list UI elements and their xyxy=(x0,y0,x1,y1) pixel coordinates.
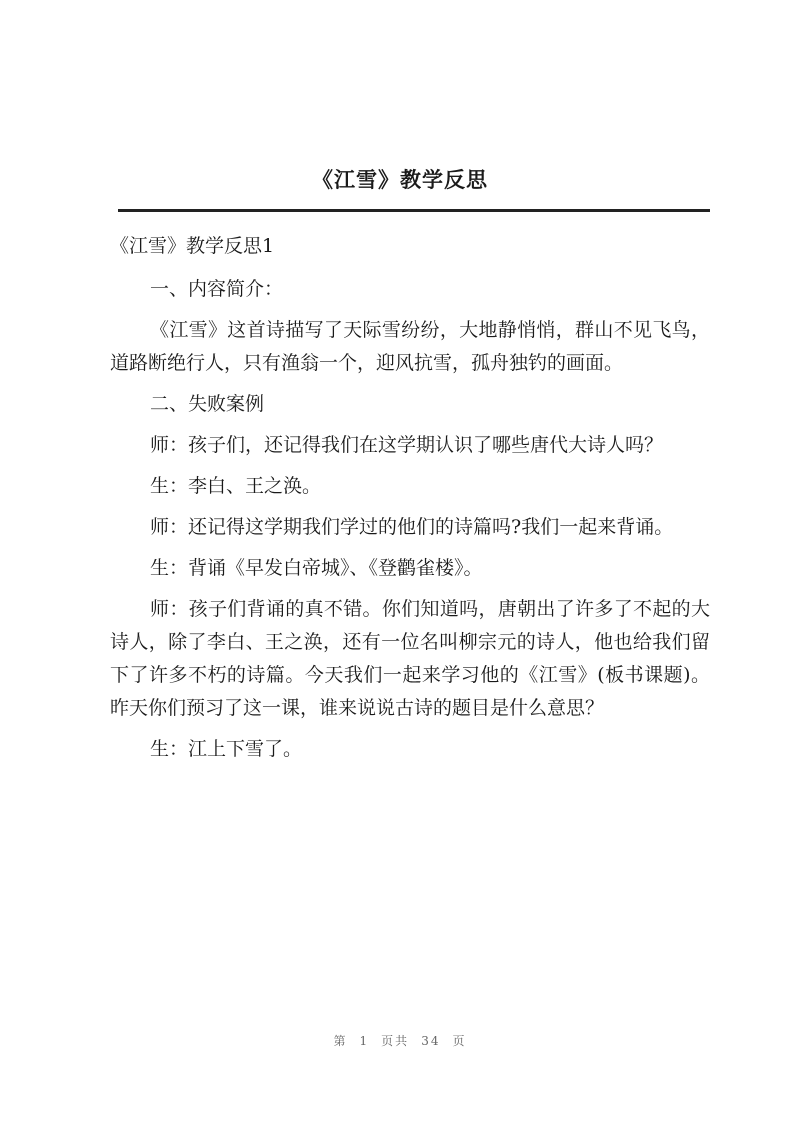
paragraph: 师：孩子们，还记得我们在这学期认识了哪些唐代大诗人吗？ xyxy=(150,434,664,456)
paragraph: 生：江上下雪了。 xyxy=(150,738,303,760)
document-body xyxy=(110,230,710,774)
paragraph: 一、内容简介： xyxy=(150,278,284,300)
paragraph: 师：孩子们背诵的真不错。你们知道吗，唐朝出了许多了不起的大诗人，除了李白、王之涣，还有一位名叫柳宗元的诗人，他也给我们留下了许多不朽的诗篇。今天我们一起来学习他的《江雪》(板书课题)。昨天你们预习了这一课，谁来说说古诗的题目是什么意思？ xyxy=(110,598,710,719)
footer-suffix: 页 xyxy=(452,1034,467,1048)
paragraph: 生：背诵《早发白帝城》、《登鹳雀楼》。 xyxy=(150,557,483,579)
footer-middle: 页共 xyxy=(381,1034,410,1048)
footer-total-pages: 34 xyxy=(421,1034,441,1048)
paragraph: 生：李白、王之涣。 xyxy=(150,475,322,497)
section-heading: 《江雪》教学反思1 xyxy=(110,235,275,257)
page-footer xyxy=(0,1032,800,1049)
footer-page-number: 1 xyxy=(359,1034,370,1048)
footer-prefix: 第 xyxy=(333,1034,348,1048)
paragraph: 师：还记得这学期我们学过的他们的诗篇吗?我们一起来背诵。 xyxy=(150,516,674,538)
paragraph: 二、失败案例 xyxy=(150,393,265,415)
title-divider xyxy=(118,209,710,212)
paragraph: 《江雪》这首诗描写了天际雪纷纷，大地静悄悄，群山不见飞鸟，道路断绝行人，只有渔翁一个，迎风抗雪，孤舟独钓的画面。 xyxy=(110,319,710,374)
document-title: 《江雪》教学反思 xyxy=(312,167,488,192)
